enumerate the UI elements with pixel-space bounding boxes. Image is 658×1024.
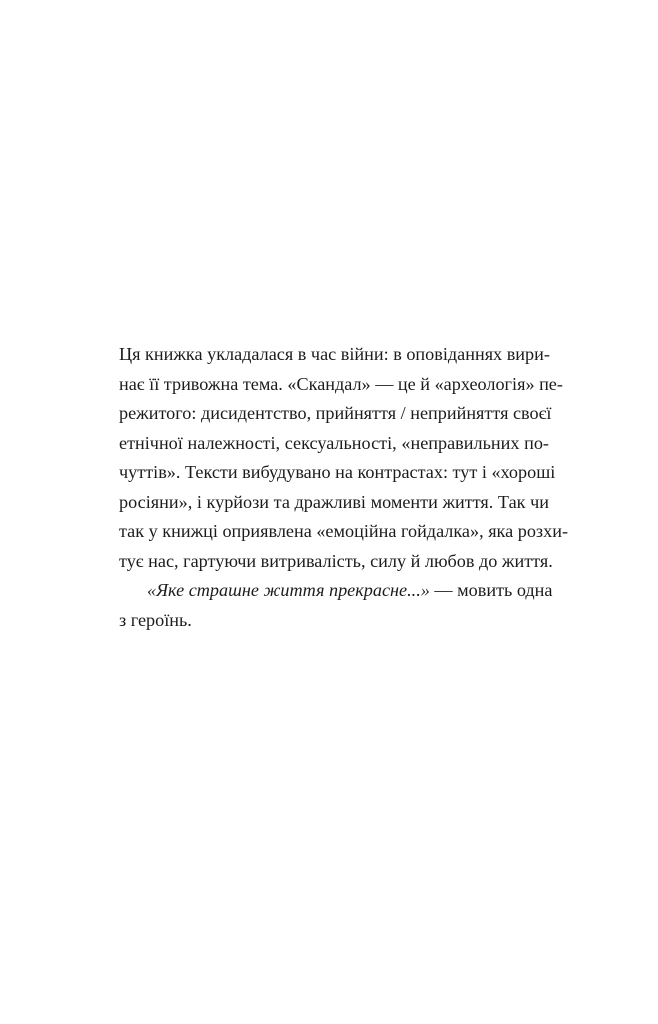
paragraph-line: тує нас, гартуючи витривалість, силу й любов до життя.	[119, 550, 553, 571]
paragraph-line: нає її тривожна тема. «Скандал» — це й «археологія» пе-	[119, 373, 563, 394]
paragraph-line: росіяни», і курйози та дражливі моменти життя. Так чи	[119, 491, 549, 512]
quote-line	[119, 576, 553, 606]
paragraph-line: етнічної належності, сексуальності, «неправильних по-	[119, 432, 549, 453]
paragraph-line: з героїнь.	[119, 609, 192, 630]
annotation-text	[119, 340, 568, 635]
paragraph-line: чуттів». Тексти вибудувано на контрастах: тут і «хороші	[119, 462, 556, 482]
paragraph-line: Ця книжка укладалася в час війни: в оповіданнях вири-	[119, 344, 550, 364]
paragraph-line: так у книжці оприявлена «емоційна гойдалка», яка розхи-	[119, 521, 568, 541]
quote-text: «Яке страшне життя прекрасне...»	[147, 580, 430, 600]
paragraph-line: режитого: дисидентство, прийняття / неприйняття своєї	[119, 403, 552, 423]
quote-attribution: — мовить одна	[429, 580, 553, 600]
